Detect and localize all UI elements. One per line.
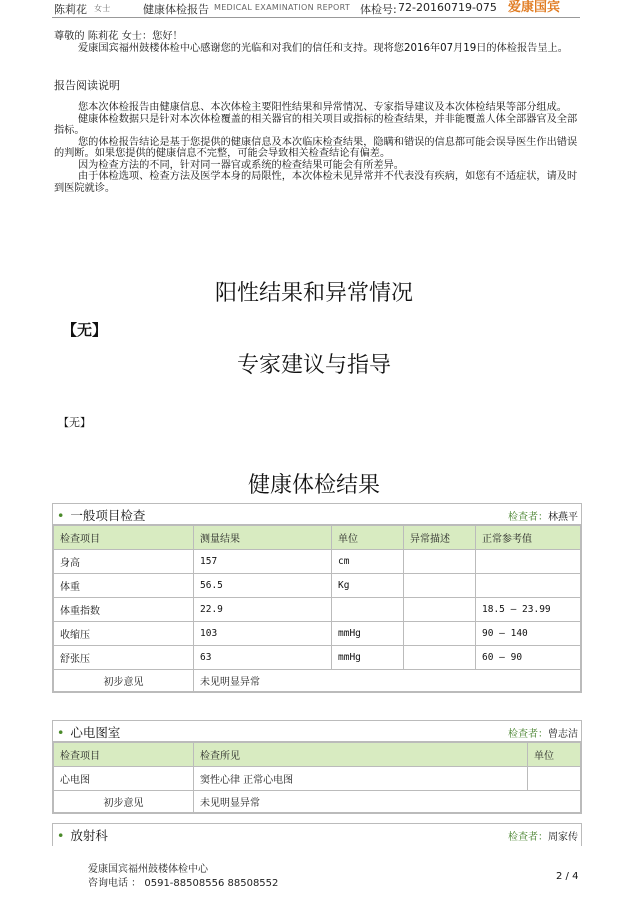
brand-logo: 爱康国宾: [508, 0, 561, 15]
item-unit: cm: [332, 550, 404, 574]
results-title: 健康体检结果: [247, 473, 380, 498]
ecg-table: [53, 742, 581, 813]
conclusion-text: 未见明显异常: [194, 791, 581, 813]
general-exam-card: [52, 503, 582, 693]
reading-note: 健康体检数据只是针对本次体检覆盖的相关器官的相关项目或指标的检查结果，并非能覆盖人体全部器官及全部指标。: [54, 113, 578, 136]
column-header: 单位: [332, 526, 404, 550]
header-divider: [52, 17, 580, 18]
table-header-row: [54, 526, 581, 550]
item-unit: mmHg: [332, 622, 404, 646]
item-unit: mmHg: [332, 646, 404, 670]
item-reference: 18.5 — 23.99: [476, 598, 581, 622]
general-exam-header: [53, 504, 581, 525]
column-header: 检查所见: [194, 743, 528, 767]
radiology-inspector: 检查者：周家传: [508, 832, 578, 843]
reading-note: 因为检查方法的不同，针对同一器官或系统的检查结果可能会有所差异。: [78, 159, 404, 171]
item-result: 22.9: [194, 598, 332, 622]
page-number: 2 / 4: [556, 871, 579, 882]
general-exam-inspector: 检查者：林燕平: [508, 512, 578, 523]
item-name: 心电图: [54, 767, 194, 791]
column-header: 正常参考值: [476, 526, 581, 550]
item-result: 157: [194, 550, 332, 574]
item-abnormal: [404, 598, 476, 622]
positive-results-value: 【无】: [62, 321, 108, 339]
thanks-paragraph: 爱康国宾福州鼓楼体检中心感谢您的光临和对我们的信任和支持。现将您2016年07月19日的体检报告呈上。: [78, 43, 568, 54]
ecg-inspector: 检查者：曾志洁: [508, 729, 578, 740]
item-reference: 60 — 90: [476, 646, 581, 670]
item-unit: Kg: [332, 574, 404, 598]
footer-phone: 咨询电话 ： 0591-88508556 88508552: [88, 878, 279, 889]
conclusion-row: [54, 791, 581, 813]
column-header: 异常描述: [404, 526, 476, 550]
expert-advice-value: 【无】: [58, 416, 91, 429]
table-row: [54, 550, 581, 574]
footer-center-name: 爱康国宾福州鼓楼体检中心: [88, 864, 208, 875]
reading-note: 由于体检选项、检查方法及医学本身的局限性，本次体检未见异常并不代表没有疾病，如您有不适症状，请及时到医院就诊。: [54, 171, 578, 194]
item-reference: 90 — 140: [476, 622, 581, 646]
report-title: 健康体检报告: [143, 3, 209, 16]
reading-note: 您本次体检报告由健康信息、本次体检主要阳性结果和异常情况、专家指导建议及本次体检结果等部分组成。: [78, 102, 567, 113]
reading-notes: [54, 102, 578, 194]
exam-no-label: 体检号:: [360, 3, 397, 16]
item-name: 体重指数: [54, 598, 194, 622]
greeting: 尊敬的 陈莉花 女士：您好！: [54, 31, 183, 42]
exam-no: 72-20160719-075: [398, 1, 497, 14]
column-header: 测量结果: [194, 526, 332, 550]
conclusion-label: 初步意见: [54, 670, 194, 692]
general-exam-name: • 一般项目检查: [57, 508, 146, 523]
item-reference: [476, 550, 581, 574]
bullet-icon: •: [57, 508, 65, 523]
item-name: 身高: [54, 550, 194, 574]
ecg-card: [52, 720, 582, 814]
item-result: 103: [194, 622, 332, 646]
bullet-icon: •: [57, 725, 65, 740]
item-abnormal: [404, 574, 476, 598]
item-name: 收缩压: [54, 622, 194, 646]
ecg-name: • 心电图室: [57, 725, 121, 740]
reading-note: 您的体检报告结论是基于您提供的健康信息及本次临床检查结果，隐瞒和错误的信息都可能会误导医生作出错误的判断。如果您提供的健康信息不完整，可能会导致相关检查结论有偏差。: [54, 136, 578, 159]
item-reference: [476, 574, 581, 598]
item-abnormal: [404, 622, 476, 646]
reading-title: 报告阅读说明: [54, 79, 120, 92]
radiology-name: • 放射科: [57, 828, 108, 843]
item-name: 舒张压: [54, 646, 194, 670]
column-header: 检查项目: [54, 743, 194, 767]
table-row: [54, 767, 581, 791]
item-abnormal: [404, 646, 476, 670]
item-abnormal: [404, 550, 476, 574]
positive-results-title: 阳性结果和异常情况: [214, 281, 413, 306]
page-header: [0, 0, 628, 17]
table-row: [54, 646, 581, 670]
item-unit: [528, 767, 581, 791]
general-exam-table: [53, 525, 581, 692]
report-title-en: MEDICAL EXAMINATION REPORT: [214, 3, 351, 12]
radiology-header: [53, 824, 581, 844]
expert-advice-title: 专家建议与指导: [236, 353, 391, 378]
table-row: [54, 598, 581, 622]
ecg-header: [53, 721, 581, 742]
item-unit: [332, 598, 404, 622]
column-header: 单位: [528, 743, 581, 767]
radiology-card: [52, 823, 582, 846]
item-result: 56.5: [194, 574, 332, 598]
column-header: 检查项目: [54, 526, 194, 550]
item-result: 63: [194, 646, 332, 670]
conclusion-row: [54, 670, 581, 692]
table-header-row: [54, 743, 581, 767]
bullet-icon: •: [57, 828, 65, 843]
conclusion-text: 未见明显异常: [194, 670, 581, 692]
patient-title: 女士: [94, 4, 111, 13]
item-name: 体重: [54, 574, 194, 598]
table-row: [54, 574, 581, 598]
item-finding: 窦性心律 正常心电图: [194, 767, 528, 791]
conclusion-label: 初步意见: [54, 791, 194, 813]
patient-name: 陈莉花: [54, 3, 87, 16]
table-row: [54, 622, 581, 646]
